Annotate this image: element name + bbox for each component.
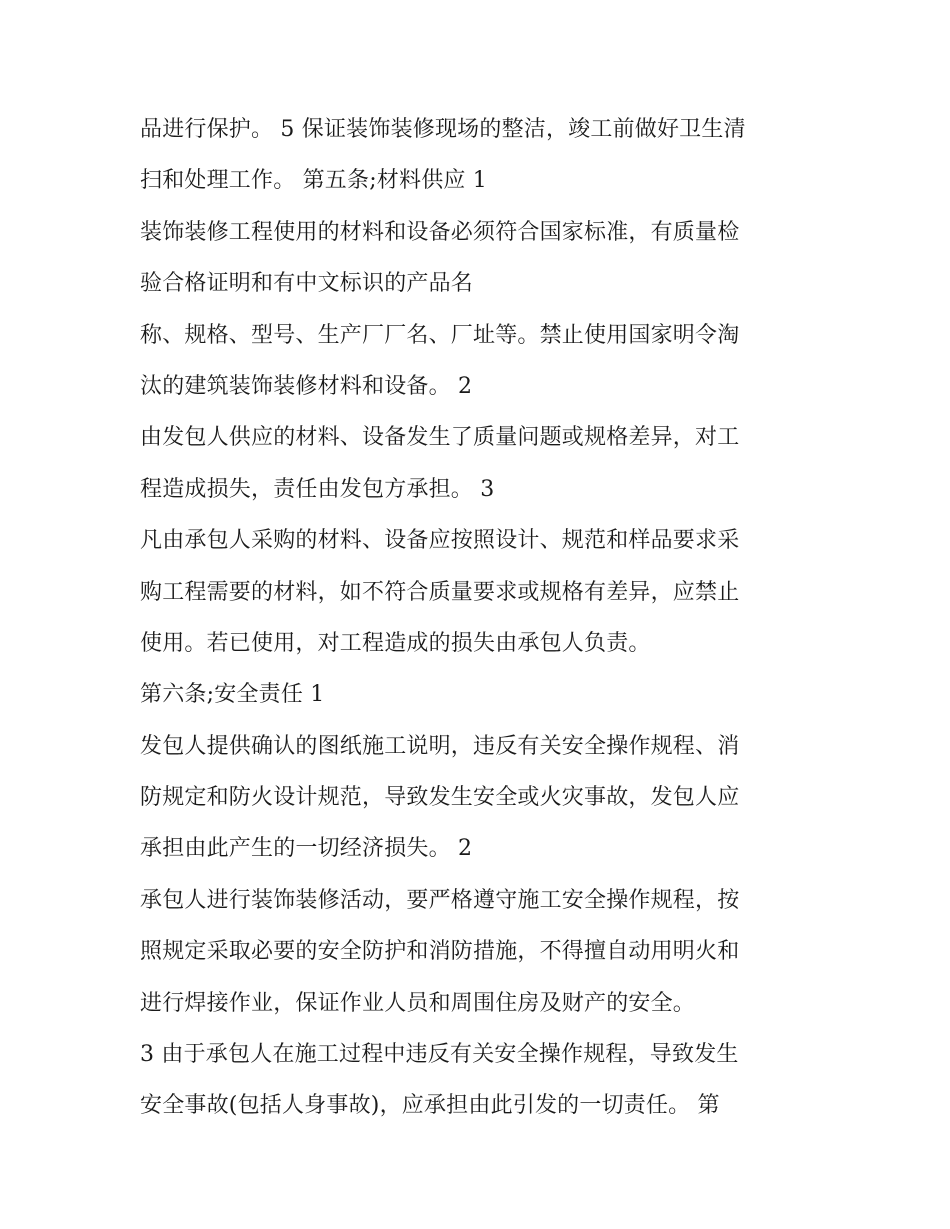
text-line: 承担由此产生的一切经济损失。 2	[140, 836, 473, 862]
text-line: 发包人提供确认的图纸施工说明，违反有关安全操作规程、消	[140, 733, 740, 759]
text-line: 由发包人供应的材料、设备发生了质量问题或规格差异，对工	[140, 425, 740, 451]
text-line: 照规定采取必要的安全防护和消防措施，不得擅自动用明火和	[140, 939, 740, 965]
text-line: 扫和处理工作。 第五条;材料供应 1	[140, 168, 487, 194]
contract-text-body	[140, 110, 820, 1138]
text-line: 程造成损失，责任由发包方承担。 3	[140, 476, 495, 502]
text-line: 凡由承包人采购的材料、设备应按照设计、规范和样品要求采	[140, 528, 740, 554]
text-line: 购工程需要的材料，如不符合质量要求或规格有差异，应禁止	[140, 579, 740, 605]
text-line: 安全事故(包括人身事故)，应承担由此引发的一切责任。 第	[140, 1093, 720, 1119]
text-line: 品进行保护。 5 保证装饰装修现场的整洁，竣工前做好卫生清	[140, 117, 746, 142]
section-heading-line: 第六条;安全责任 1	[140, 682, 325, 708]
text-line: 承包人进行装饰装修活动，要严格遵守施工安全操作规程，按	[140, 887, 740, 913]
text-line: 3 由于承包人在施工过程中违反有关安全操作规程，导致发生	[140, 1042, 739, 1068]
text-line: 验合格证明和有中文标识的产品名	[140, 271, 474, 297]
text-line: 防规定和防火设计规范，导致发生安全或火灾事故，发包人应	[140, 785, 740, 811]
text-line: 装饰装修工程使用的材料和设备必须符合国家标准，有质量检	[140, 219, 740, 245]
text-line: 汰的建筑装饰装修材料和设备。 2	[140, 373, 473, 399]
text-line: 使用。若已使用，对工程造成的损失由承包人负责。	[140, 630, 651, 656]
text-line: 称、规格、型号、生产厂厂名、厂址等。禁止使用国家明令淘	[140, 322, 740, 348]
text-line: 进行焊接作业，保证作业人员和周围住房及财产的安全。	[140, 990, 696, 1016]
